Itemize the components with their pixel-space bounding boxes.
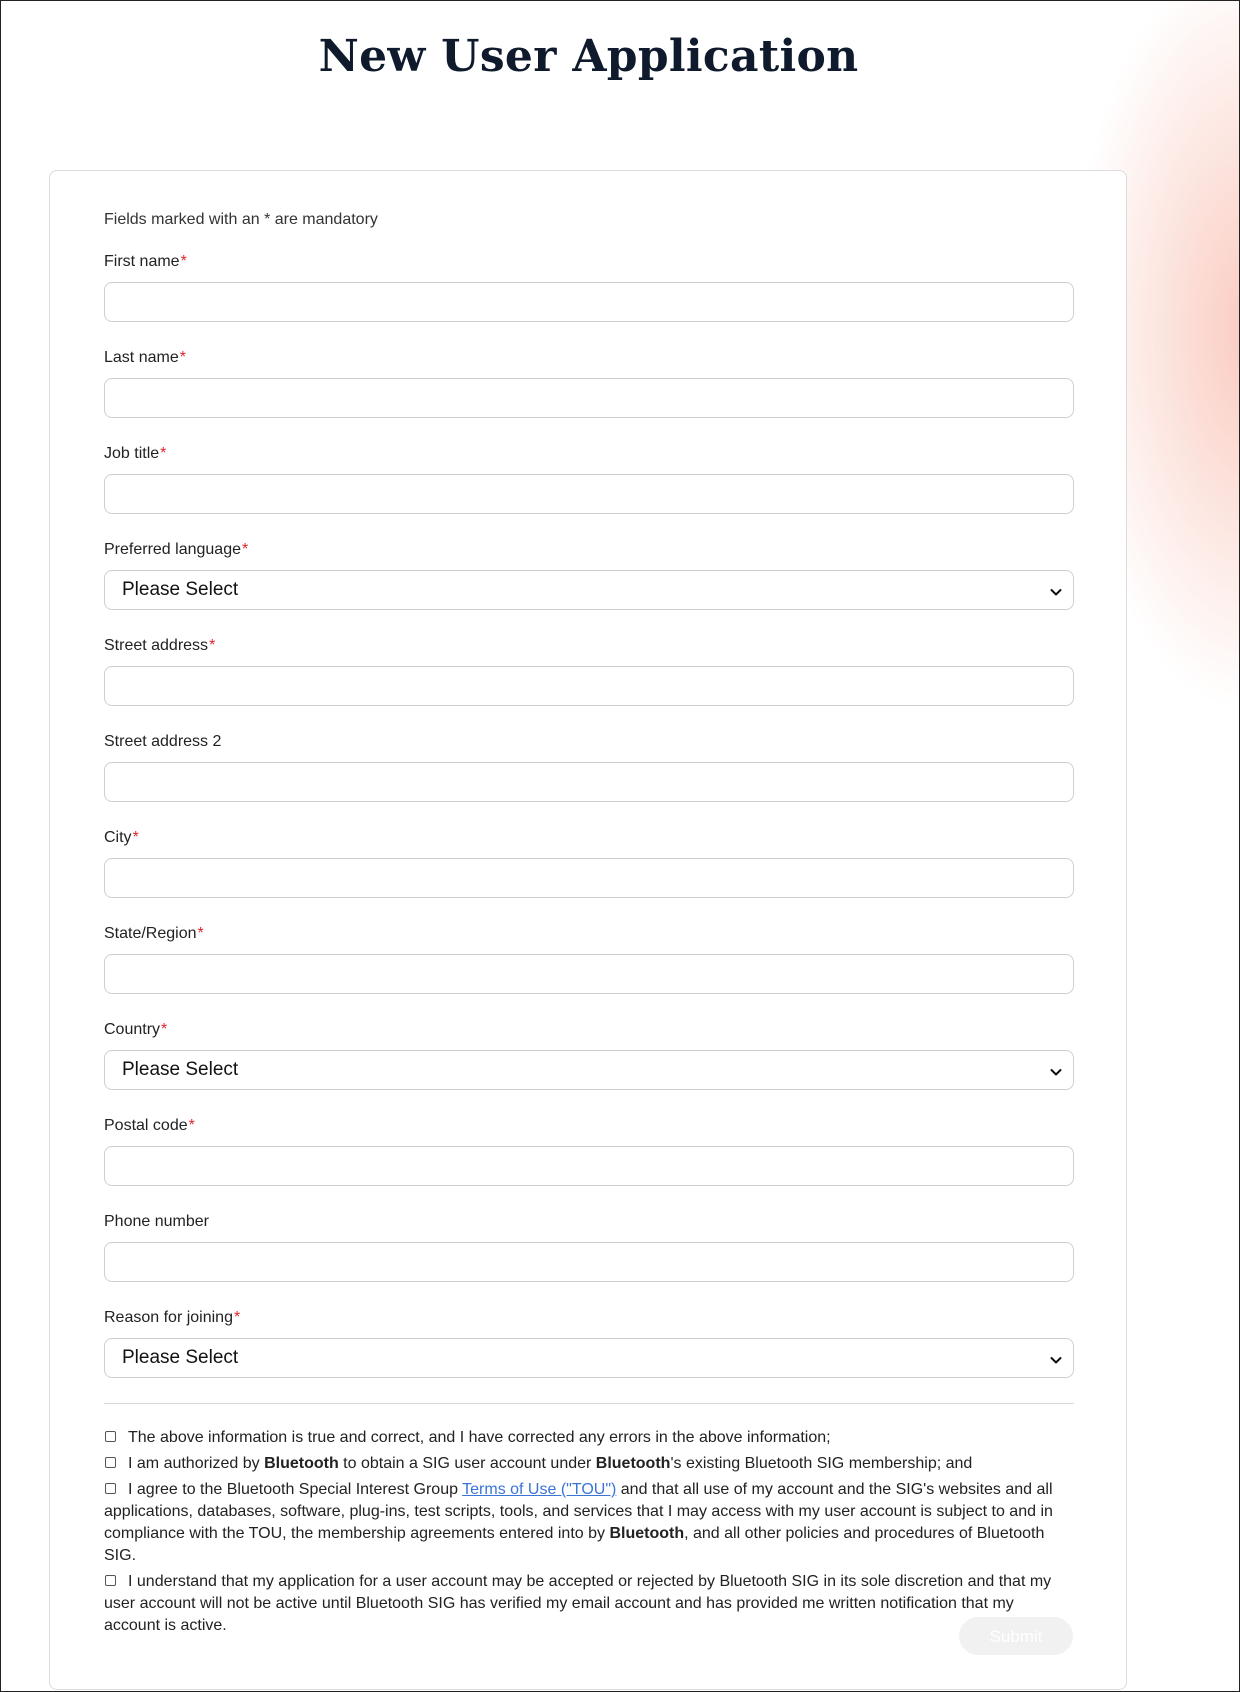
country-label-text: Country (104, 1021, 161, 1038)
phone-number-label-text: Phone number (104, 1213, 209, 1230)
street-address-2-label-text: Street address 2 (104, 733, 222, 750)
form-fields (104, 251, 1074, 1378)
job-title-label (104, 443, 1074, 465)
preferred-language-label (104, 539, 1074, 561)
required-marker: * (180, 253, 187, 270)
preferred-language-select[interactable] (104, 570, 1074, 610)
state-region-input[interactable] (104, 954, 1074, 994)
city-input[interactable] (104, 858, 1074, 898)
form-divider (104, 1403, 1074, 1404)
agreement-checkbox-accuracy[interactable] (105, 1431, 116, 1442)
required-marker: * (179, 349, 186, 366)
terms-of-use-link[interactable]: Terms of Use ("TOU") (462, 1481, 617, 1498)
phone-number-label (104, 1211, 1074, 1233)
agreement-text-part: , and all other policies and procedures of Bluetooth SIG. (104, 1525, 1045, 1564)
country-select[interactable] (104, 1050, 1074, 1090)
field-state-region (104, 923, 1074, 994)
required-marker: * (160, 445, 167, 462)
last-name-label (104, 347, 1074, 369)
agreement-text-part: 's existing Bluetooth SIG membership; and (670, 1455, 973, 1472)
first-name-input[interactable] (104, 282, 1074, 322)
job-title-input[interactable] (104, 474, 1074, 514)
agreement-text-approval: I understand that my application for a user account may be accepted or rejected by Bluetooth SIG in its sole discretion and that my user account will not be active until Bluetooth SIG has verified my email account and has provided me written notification that my account is active. (104, 1573, 1052, 1634)
phone-number-input[interactable] (104, 1242, 1074, 1282)
required-marker: * (197, 925, 204, 942)
reason-for-joining-select[interactable] (104, 1338, 1074, 1378)
agreement-item-tou (104, 1479, 1074, 1567)
field-phone-number (104, 1211, 1074, 1282)
chevron-down-icon (1049, 583, 1063, 597)
submit-button[interactable]: Submit (959, 1617, 1073, 1655)
agreement-company-name: Bluetooth (264, 1455, 339, 1472)
field-reason-for-joining (104, 1307, 1074, 1378)
reason-for-joining-label-text: Reason for joining (104, 1309, 233, 1326)
agreement-item-approval (104, 1571, 1074, 1637)
first-name-label (104, 251, 1074, 273)
preferred-language-label-text: Preferred language (104, 541, 241, 558)
last-name-label-text: Last name (104, 349, 179, 366)
postal-code-label-text: Postal code (104, 1117, 188, 1134)
agreement-checkbox-authorized[interactable] (105, 1457, 116, 1468)
required-marker: * (161, 1021, 168, 1038)
agreement-company-name: Bluetooth (609, 1525, 685, 1542)
agreement-company-name: Bluetooth (595, 1455, 671, 1472)
state-region-label-text: State/Region (104, 925, 197, 942)
field-street-address-2 (104, 731, 1074, 802)
field-last-name (104, 347, 1074, 418)
field-job-title (104, 443, 1074, 514)
country-selected-value: Please Select (122, 1059, 239, 1080)
city-label-text: City (104, 829, 132, 846)
street-address-input[interactable] (104, 666, 1074, 706)
agreement-checkbox-tou[interactable] (105, 1483, 116, 1494)
preferred-language-selected-value: Please Select (122, 579, 239, 600)
field-city (104, 827, 1074, 898)
street-address-2-label (104, 731, 1074, 753)
postal-code-label (104, 1115, 1074, 1137)
state-region-label (104, 923, 1074, 945)
application-form-card (49, 170, 1127, 1690)
mandatory-note: Fields marked with an * are mandatory (104, 211, 378, 228)
postal-code-input[interactable] (104, 1146, 1074, 1186)
application-form (104, 209, 1074, 1641)
city-label (104, 827, 1074, 849)
agreement-item-accuracy (104, 1427, 1074, 1449)
field-country (104, 1019, 1074, 1090)
chevron-down-icon (1049, 1351, 1063, 1365)
street-address-label (104, 635, 1074, 657)
chevron-down-icon (1049, 1063, 1063, 1077)
country-label (104, 1019, 1074, 1041)
field-postal-code (104, 1115, 1074, 1186)
first-name-label-text: First name (104, 253, 180, 270)
field-preferred-language (104, 539, 1074, 610)
agreement-text-part: and that all use of my account and the SIG's websites and all applications, databases, software, plug-ins, test scripts, tools, and services that I may access with my user account is subject to and in compliance with the TOU, the membership agreements entered into by (104, 1481, 1053, 1542)
street-address-label-text: Street address (104, 637, 209, 654)
required-marker: * (188, 1117, 195, 1134)
agreement-checkbox-approval[interactable] (105, 1575, 116, 1586)
street-address-2-input[interactable] (104, 762, 1074, 802)
reason-for-joining-selected-value: Please Select (122, 1347, 239, 1368)
agreement-text-accuracy: The above information is true and correct, and I have corrected any errors in the above information; (128, 1429, 831, 1446)
job-title-label-text: Job title (104, 445, 160, 462)
required-marker: * (233, 1309, 241, 1326)
last-name-input[interactable] (104, 378, 1074, 418)
agreement-text-part: I agree to the Bluetooth Special Interest Group (128, 1481, 463, 1498)
reason-for-joining-label (104, 1307, 1074, 1329)
required-marker: * (241, 541, 249, 558)
required-marker: * (209, 637, 216, 654)
agreement-text-part: I am authorized by (128, 1455, 265, 1472)
agreement-text-part: to obtain a SIG user account under (338, 1455, 596, 1472)
agreement-item-authorized (104, 1453, 1074, 1475)
page-title: New User Application (318, 31, 859, 82)
field-street-address (104, 635, 1074, 706)
required-marker: * (132, 829, 139, 846)
field-first-name (104, 251, 1074, 322)
